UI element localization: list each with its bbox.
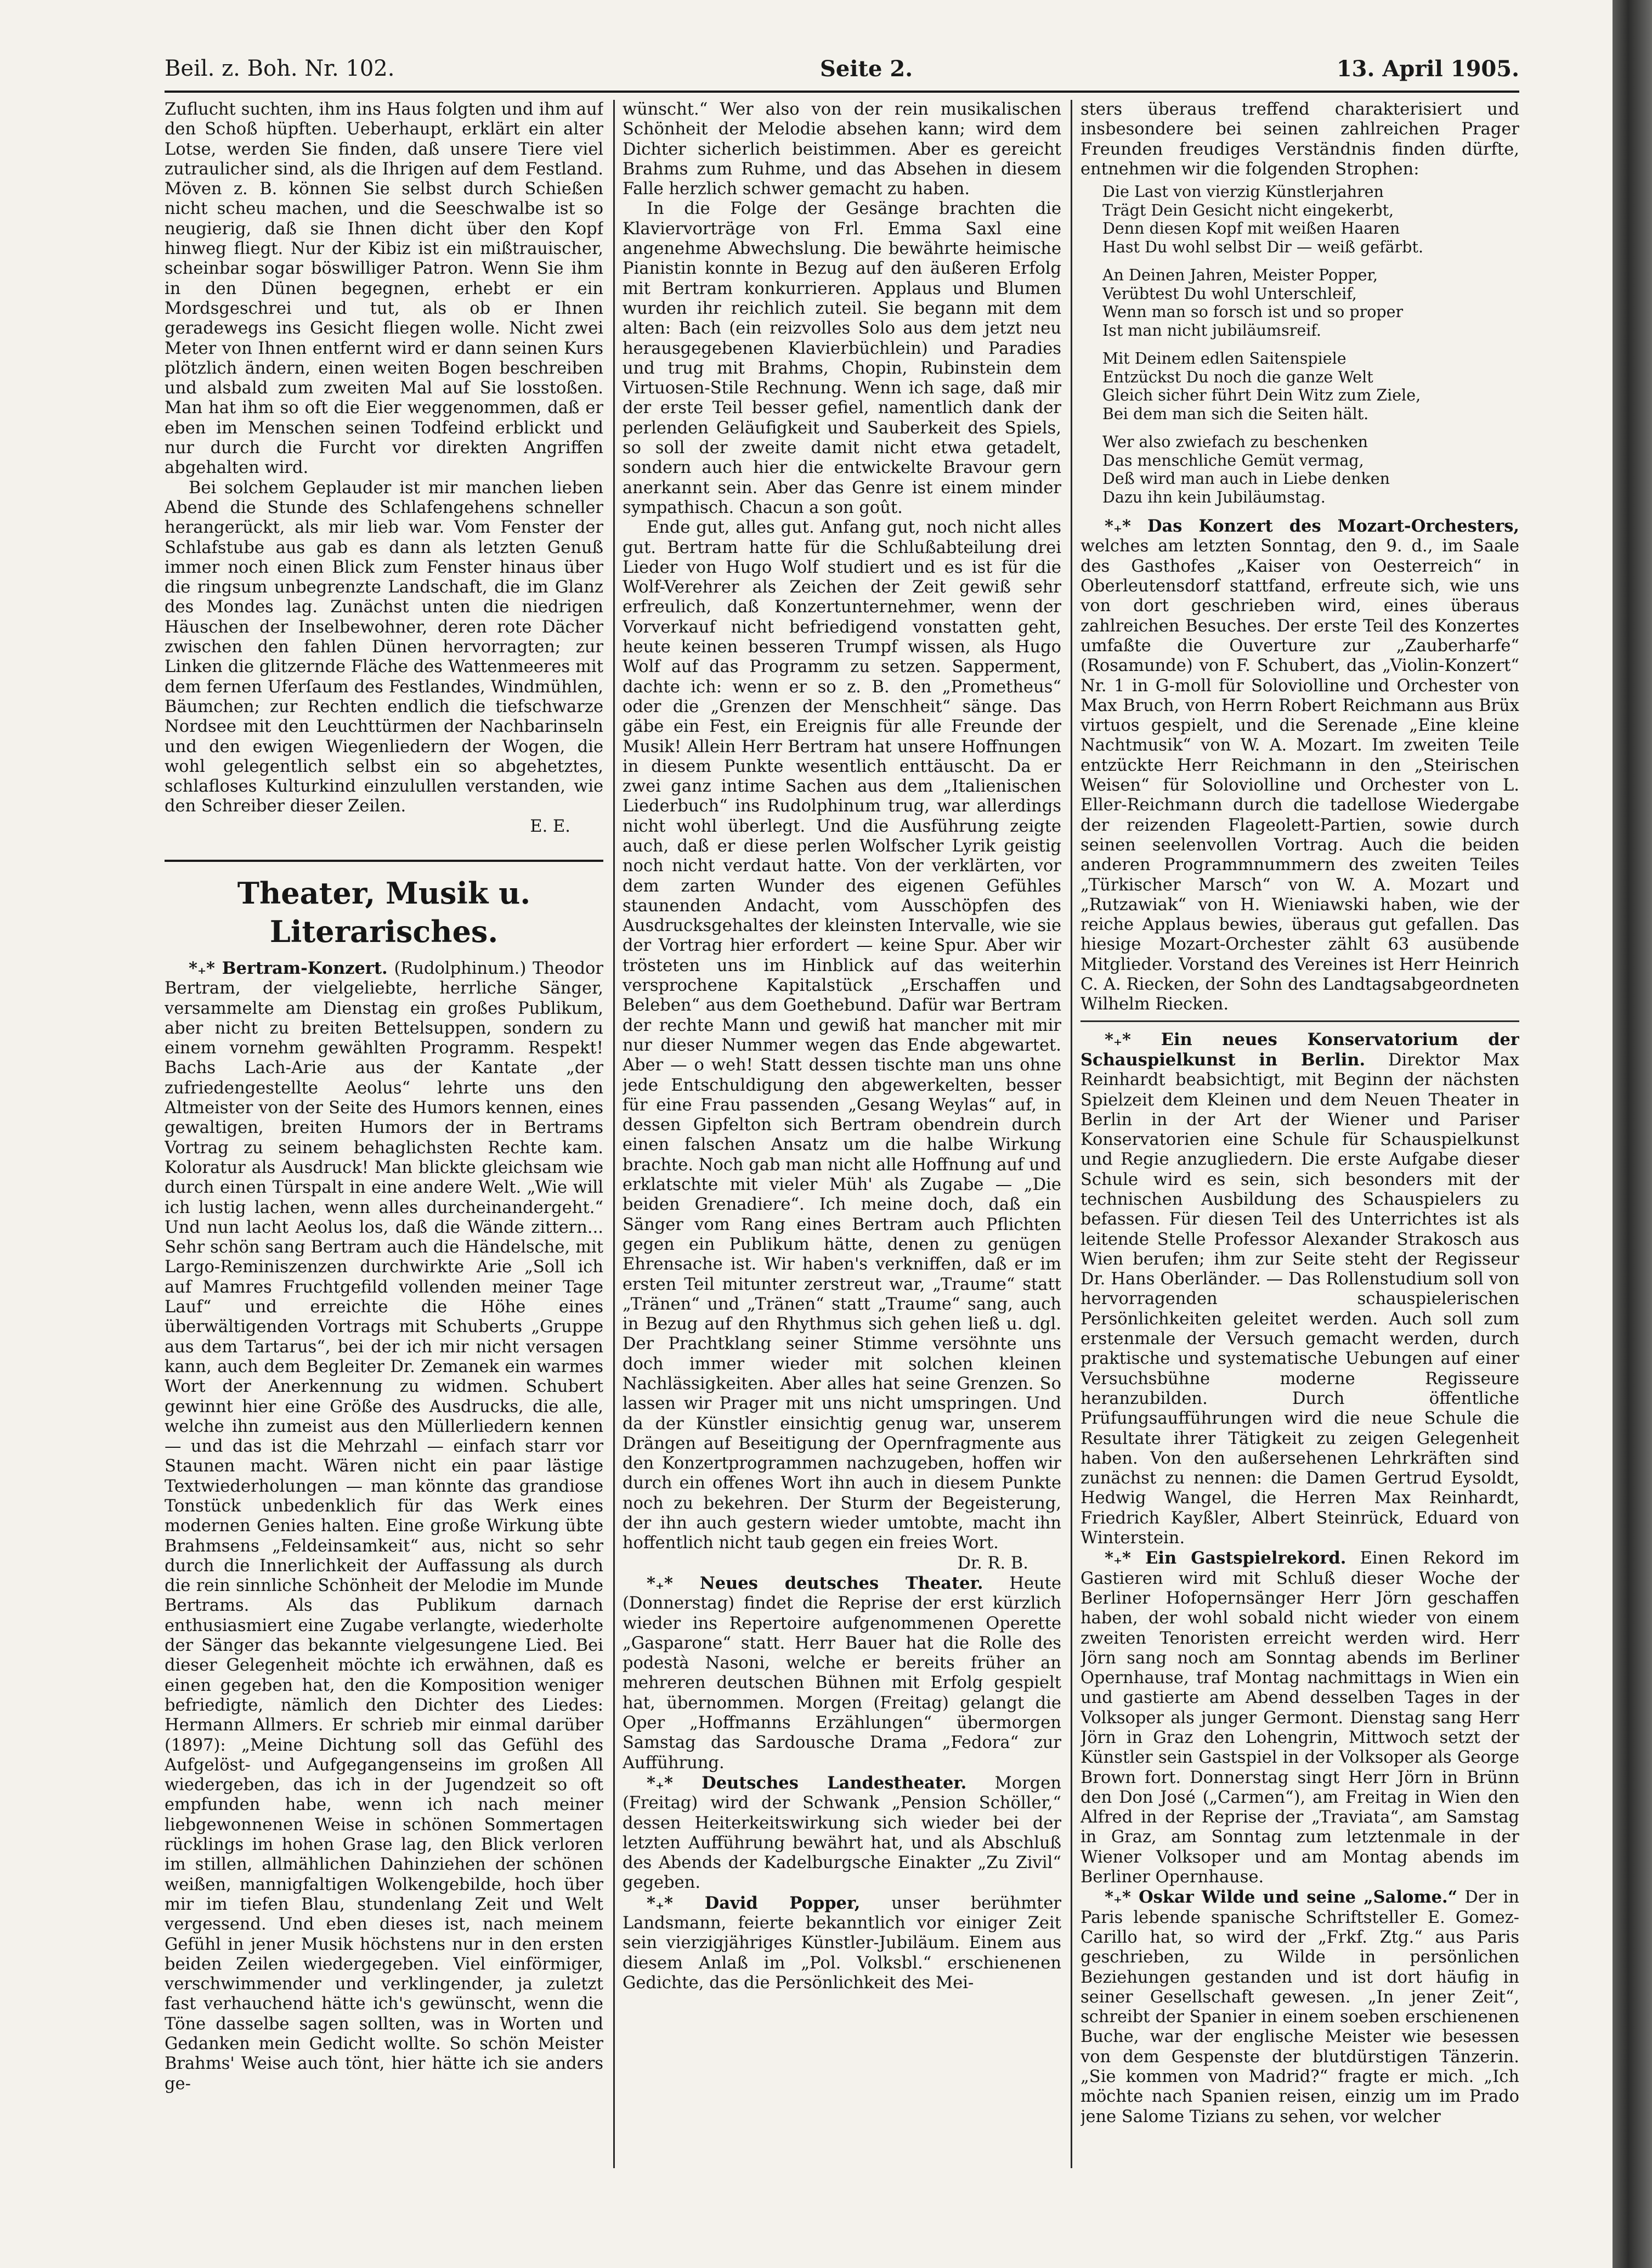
poem — [1102, 183, 1519, 506]
article-headline: *₊* David Popper, — [647, 1893, 861, 1913]
article-text: (Rudolphinum.) Theodor Bertram, der vielgeliebte, herrliche Sänger, versammelte am Dienstag ein großes Publikum, aber nicht zu breiten Bettelsuppen, sondern zu einem vornehm gewählten Programm. Respekt! Bachs Lach-Arie aus der Kantate „der zufriedengestellte Aeolus“ lehrte uns den Altmeister von der Seite des Humors kennen, eines gewaltigen, breiten Humors der in Bertrams Vortrag zu seinem behaglichsten Rechte kam. Koloratur als Ausdruck! Man blickte gleichsam wie durch einen Türspalt in eine andere Welt. „Wie will ich lustig lachen, wenn alles durcheinandergeht.“ Und nun lacht Aeolus los, daß die Wände zittern... Sehr schön sang Bertram auch die Händelsche, mit Largo-Reminiszenzen durchwirkte Arie „Soll ich auf Mamres Fruchtgefild vollenden meiner Tage Lauf“ und erreichte die Höhe eines überwältigenden Vortrags mit Schuberts „Gruppe aus dem Tartarus“, bei der ich mir nicht versagen kann, auch dem Begleiter Dr. Zemanek ein warmes Wort der Anerkennung zu widmen. Schubert gewinnt hier eine Größe des Ausdrucks, die alle, welche ihn zumeist aus den Müllerliedern kennen — und das ist die Mehrzahl — einfach starr vor Staunen macht. Wären nicht ein paar lästige Textwiederholungen — man könnte das grandiose Tonstück unbedenklich für das Werk eines modernen Genies halten. Eine große Wirkung übte Brahmsens „Feldeinsamkeit“ aus, nicht so sehr durch die Innerlichkeit der Auffassung als durch die rein sinnliche Schönheit der Melodie im Munde Bertrams. Als das Publikum darnach enthusiasmiert eine Zugabe verlangte, wiederholte der Sänger das bekannte vielgesungene Lied. Bei dieser Gelegenheit möchte ich erwähnen, daß es einen gegeben hat, den die Komposition weniger befriedigte, nämlich den Dichter des Liedes: Hermann Allmers. Er schrieb mir einmal darüber (1897): „Meine Dichtung soll das Gefühl des Aufgelöst- und Aufgegangenseins im großen All wiedergeben, das ich in der Jugendzeit so oft empfunden habe, wenn ich nach meiner liebgewonnenen Weise in schönen Sommertagen rücklings im hohen Grase lag, den Blick verloren im stillen, allmählichen Dahinziehen der schönen weißen, mannigfaltigen Wolkengebilde, hoch über mir im tiefen Blau, stundenlang Zeit und Welt vergessend. Und eben dieses ist, nach meinem Gefühl in jener Musik höchstens nur in den ersten beiden Zeilen wiedergegeben. Viel einförmiger, verschwimmender und verklingender, ja zuletzt fast verhauchend hätte ich's gewünscht, wenn die Töne dasselbe sagen sollten, was in Worten und Gedanken mein Gedicht wollte. So schön Meister Brahms' Weise auch tönt, hier hätte ich sie anders ge- — [165, 958, 603, 2094]
article-headline: *₊* Ein neues Konservatorium der Schauspielkunst in Berlin. — [1080, 1029, 1519, 1070]
article-text: unser berühmter Landsmann, feierte bekanntlich vor einiger Zeit sein vierzigjähriges Künstler-Jubiläum. Einem aus diesem Anlaß im „Pol. Volksbl.“ erschienenen Gedichte, das die Persönlichkeit des Mei- — [623, 1893, 1061, 1993]
page-header — [165, 48, 1519, 92]
article-headline: *₊* Deutsches Landestheater. — [647, 1773, 967, 1793]
poem-line: Gleich sicher führt Dein Witz zum Ziele, — [1102, 386, 1421, 405]
poem-line: An Deinen Jahren, Meister Popper, — [1102, 266, 1378, 285]
header-page-number: Seite 2. — [820, 56, 913, 82]
article-text: welches am letzten Sonntag, den 9. d., im Saale des Gasthofes „Kaiser von Oesterreich“ in Oberleutensdorf stattfand, erfreute sich, wie uns von dort geschrieben wird, eines überaus zahlreichen Besuches. Der erste Teil des Konzertes umfaßte die Ouverture zur „Zauberharfe“ (Rosamunde) von F. Schubert, das „Violin-Konzert“ Nr. 1 in G-moll für Soloviolline und Orchester von Max Bruch, von Herrn Robert Reichmann aus Brüx virtuos gespielt, und die Serenade „Eine kleine Nachtmusik“ von W. A. Mozart. Im zweiten Teile entzückte Herr Reichmann in den „Steirischen Weisen“ für Soloviolline und Orchester von L. Eller-Reichmann durch die tadellose Wiedergabe der reizenden Flageolett-Partien, sowie durch seinen seelenvollen Vortrag. Auch die beiden anderen Programmnummern des zweiten Teiles „Türkischer Marsch“ von W. A. Mozart und „Rutzawiak“ von H. Wieniawski haben, wie der reiche Applaus bewies, überaus gut gefallen. Das hiesige Mozart-Orchester zählt 63 ausübende Mitglieder. Vorstand des Vereines ist Herr Heinrich C. A. Riecken, der Sohn des Landtagsabgeordneten Wilhelm Riecken. — [1080, 537, 1519, 1014]
poem-line: Wenn man so forsch ist und so proper — [1102, 303, 1404, 321]
article-headline: *₊* Ein Gastspielrekord. — [1105, 1548, 1347, 1569]
poem-line: Hast Du wohl selbst Dir — weiß gefärbt. — [1102, 238, 1424, 256]
article-paragraph: sters überaus treffend charakterisiert und insbesondere bei seinen zahlreichen Prager Freunden freudiges Verständnis finden dürfte, entnehmen wir die folgenden Strophen: — [1080, 100, 1519, 179]
column-3 — [1080, 100, 1519, 2196]
column-1 — [165, 100, 603, 2196]
article-headline: *₊* Oskar Wilde und seine „Salome.“ — [1105, 1887, 1458, 1908]
poem-line: Mit Deinem edlen Saitenspiele — [1102, 349, 1347, 368]
article-paragraph: Zuflucht suchten, ihm ins Haus folgten und ihm auf den Schoß hüpften. Ueberhaupt, erklärt ein alter Lotse, werden Sie finden, daß unsere Tiere viel zutraulicher sind, als die Ihrigen auf dem Festland. Möven z. B. können Sie selbst durch Schießen nicht scheu machen, und die Seeschwalbe ist so neugierig, daß sie Ihnen dicht über den Kopf hinweg fliegt. Nur der Kibiz ist ein mißtrauischer, scheinbar sogar böswilliger Patron. Wenn Sie ihm in den Dünen begegnen, erhebt er ein Mordsgeschrei und tut, als ob er Ihnen geradewegs ins Gesicht fliegen wolle. Nicht zwei Meter von Ihnen entfernt wird er dann seinen Kurs plötzlich ändern, einen weiten Bogen beschreiben und alsbald zum zweiten Mal auf Sie losstoßen. Man hat ihm so oft die Eier weggenommen, daß er eben im Menschen seinen Todfeind erblickt und nur durch die Furcht vor direkten Angriffen abgehalten wird. — [165, 100, 603, 478]
poem-stanza — [1102, 183, 1519, 256]
poem-line: Deß wird man auch in Liebe denken — [1102, 470, 1390, 488]
article-text: Morgen (Freitag) wird der Schwank „Pension Schöller,“ dessen Heiterkeitswirkung sich wieder bei der letzten Aufführung bewährt hat, und als Abschluß des Abends der Kadelburgsche Einakter „Zu Zivil“ gegeben. — [623, 1773, 1061, 1893]
article-text: Direktor Max Reinhardt beabsichtigt, mit Beginn der nächsten Spielzeit dem Kleinen und dem Neuen Theater in Berlin in der Art der Wiener und Pariser Konservatorien eine Schule für Schauspielkunst und Regie anzugliedern. Die erste Aufgabe dieser Schule wird es sein, sich besonders mit der technischen Ausbildung des Schauspielers zu befassen. Für diesen Teil des Unterrichtes ist als leitende Stelle Professor Alexander Strakosch aus Wien berufen; ihm zur Seite steht der Regisseur Dr. Hans Oberländer. — Das Rollenstudium soll von hervorragenden schauspielerischen Persönlichkeiten geleitet werden. Auch soll zum erstenmale der Versuch gemacht werden, durch praktische und systematische Uebungen auf einer Versuchsbühne moderne Regisseure heranzubilden. Durch öffentliche Prüfungsaufführungen wird die neue Schule die Resultate ihrer Tätigkeit zu zeigen Gelegenheit haben. Von den außersehenen Lehrkräften sind zunächst zu nennen: die Damen Gertrud Eysoldt, Hedwig Wangel, die Herren Max Reinhardt, Friedrich Kayßler, Albert Steinrück, Eduard von Winterstein. — [1080, 1050, 1519, 1548]
article-text: Einen Rekord im Gastieren wird mit Schluß dieser Woche der Berliner Hofopernsänger Herr Jörn geschaffen haben, der wohl sobald nicht wieder von einem zweiten Tenoristen erreicht werden wird. Herr Jörn sang noch am Sonntag abends im Berliner Opernhause, traf Montag nachmittags in Wien ein und gastierte am Abend desselben Tages in der Volksoper als junger Germont. Dienstag sang Herr Jörn in Graz den Lohengrin, Mittwoch setzt der Künstler sein Gastspiel in der Volksoper als George Brown fort. Donnerstag singt Herr Jörn in Brünn den Don José („Carmen“), am Freitag in Wien den Alfred in der Reprise der „Traviata“, am Samstag in Graz, am Sonntag zum letztenmale in der Wiener Volksoper und am Montag abends im Berliner Opernhause. — [1080, 1549, 1519, 1887]
poem-line: Dazu ihn kein Jubiläumstag. — [1102, 488, 1326, 506]
poem-line: Denn diesen Kopf mit weißen Haaren — [1102, 219, 1400, 238]
poem-stanza — [1102, 266, 1519, 340]
header-supplement-number: Beil. z. Boh. Nr. 102. — [165, 56, 395, 81]
section-title: Theater, Musik u. Literarisches. — [165, 860, 603, 951]
poem-line: Trägt Dein Gesicht nicht eingekerbt, — [1102, 201, 1394, 219]
column-2 — [623, 100, 1061, 2196]
poem-line: Die Last von vierzig Künstlerjahren — [1102, 183, 1384, 201]
poem-line: Entzückst Du noch die ganze Welt — [1102, 368, 1373, 386]
article-paragraph: In die Folge der Gesänge brachten die Klaviervorträge von Frl. Emma Saxl eine angenehme Abwechslung. Die bewährte heimische Pianistin konnte in Bezug auf den äußeren Erfolg mit Bertram konkurrieren. Applaus und Blumen wurden ihr reichlich zuteil. Sie begann mit dem alten: Bach (ein reizvolles Solo aus dem jetzt neu herausgegebenen Klavierbüchlein) und Paradies und trug mit Brahms, Chopin, Rubinstein dem Virtuosen-Stile Rechnung. Wenn ich sage, daß mir der erste Teil besser gefiel, namentlich dank der perlenden Geläufigkeit und Sauberkeit des Spiels, so soll der zweite damit nicht etwa getadelt, sondern auch hier die entwickelte Bravour gern anerkannt sein. Aber das Genre ist einem minder sympathisch. Chacun a son goût. — [623, 199, 1061, 517]
author-signature: Dr. R. B. — [957, 1553, 1028, 1573]
poem-line: Das menschliche Gemüt vermag, — [1102, 451, 1364, 470]
article-text: Heute (Donnerstag) findet die Reprise der erst kürzlich wieder ins Repertoire aufgenommenen Operette „Gasparone“ statt. Herr Bauer hat die Rolle des podestà Nasoni, welche er bereits früher an mehreren deutschen Bühnen mit Erfolg gespielt hat, übernommen. Morgen (Freitag) gelangt die Oper „Hoffmanns Erzählungen“ übermorgen Samstag das Sardousche Drama „Fedora“ zur Aufführung. — [623, 1573, 1061, 1773]
column-divider — [613, 100, 615, 2168]
article-text: Der in Paris lebende spanische Schriftsteller E. Gomez-Carillo hat, so wird der „Frkf. Ztg.“ aus Paris geschrieben, zu Wilde in persönlichen Beziehungen gestanden und ist dort häufig in seiner Gesellschaft gewesen. „In jener Zeit“, schreibt der Spanier in einem soeben erschienenen Buche, war der englische Meister wie besessen von dem Gespenste der blutdürstigen Tänzerin. „Sie kommen von Madrid?“ fragte er mich. „Ich möchte nach Spanien reisen, einzig um im Prado jene Salome Tizians zu sehen, vor welcher — [1080, 1888, 1519, 2126]
article-paragraph: Ende gut, alles gut. Anfang gut, noch nicht alles gut. Bertram hatte für die Schlußabteilung drei Lieder von Hugo Wolf studiert und es ist für die Wolf-Verehrer als Zeichen der Zeit gewiß sehr erfreulich, daß Konzertunternehmer, wenn der Vorverkauf nicht befriedigend vonstatten geht, heute keinen besseren Trumpf wissen, als Hugo Wolf auf das Programm zu setzen. Sapperment, dachte ich: wenn er so z. B. den „Prometheus“ oder die „Grenzen der Menschheit“ sänge. Das gäbe ein Fest, ein Ereignis für alle Freunde der Musik! Allein Herr Bertram hat unsere Hoffnungen in diesem Punkte wesentlich enttäuscht. Da er zwei ganz intime Sachen aus dem „Italienischen Liederbuch“ ins Rudolphinum trug, war allerdings nicht wohl überlegt. Und die Ausführung zeigte auch, daß er diese perlen Wolfscher Lyrik geistig noch nicht verdaut hatte. Von der verklärten, vor dem zarten Wunder des eigenen Gefühles staunenden Andacht, vom Ausschöpfen des Ausdrucksgehaltes der kleinsten Intervalle, wie sie der Vortrag hier erfordert — keine Spur. Aber wir trösteten uns im Hinblick auf das weiterhin versprochene Kapitalstück „Erschaffen und Beleben“ aus dem Goethebund. Dafür war Bertram der rechte Mann und gewiß hat mancher mit mir nur dieser Nummer wegen das Ende abgewartet. Aber — o weh! Statt dessen tischte man uns ohne jede Entschuldigung den abgewerkelten, besser für eine Frau passenden „Gesang Weylas“ auf, in dessen Gipfelton sich Bertram obendrein durch einen falschen Ansatz um die halbe Wirkung brachte. Noch gab man nicht alle Hoffnung auf und erklatschte mit vieler Müh' als Zugabe — „Die beiden Grenadiere“. Ich meine doch, daß ein Sänger vom Rang eines Bertram auch Pflichten gegen ein Publikum hätte, denen zu genügen Ehrensache ist. Wir haben's verkniffen, daß er im ersten Teil mitunter zerstreut war, „Traume“ statt „Tränen“ und „Tränen“ statt „Traume“ sang, auch in Bezug auf den Rhythmus sich gehen ließ u. dgl. Der Prachtklang seiner Stimme versöhnte uns doch immer wieder mit solchen kleinen Nachlässigkeiten. Aber alles hat seine Grenzen. So lassen wir Prager mit uns nicht umspringen. Und da der Künstler einsichtig genug war, unserem Drängen auf Beseitigung der Opernfragmente aus den Konzertprogrammen nachzugeben, hoffen wir durch ein offenes Wort ihn auch in diesem Punkte noch zu bekehren. Der Sturm der Begeisterung, der ihn auch gestern wieder umtobte, macht ihn hoffentlich nicht taub gegen ein freies Wort. — [623, 518, 1061, 1553]
article-headline: *₊* Bertram-Konzert. — [189, 958, 388, 978]
poem-line: Wer also zwiefach zu beschenken — [1102, 433, 1368, 452]
column-divider — [1071, 100, 1072, 2168]
poem-line: Bei dem man sich die Seiten hält. — [1102, 404, 1369, 423]
article-paragraph: Bei solchem Geplauder ist mir manchen lieben Abend die Stunde des Schlafengehens schneller herangerückt, als mir lieb war. Vom Fenster der Schlafstube aus gab es dann als letzten Genuß immer noch einen Blick zum Fenster hinaus über die ringsum unbegrenzte Landschaft, die im Glanz des Mondes lag. Zunächst unten die niedrigen Häuschen der Inselbewohner, deren rote Dächer zwischen den fahlen Dünen hervorragten; zur Linken die glitzernde Fläche des Wattenmeeres mit dem fernen Uferſaum des Festlandes, Windmühlen, Bäumchen; zur Rechten endlich die tiefschwarze Nordsee mit den Leuchttürmen der Nachbarinseln und den ewigen Wiegenliedern der Wogen, die wohl gelegentlich selbst ein so abgehetztes, schlafloses Kulturkind einzulullen verstanden, wie den Schreiber dieser Zeilen. — [165, 478, 603, 816]
poem-stanza — [1102, 433, 1519, 506]
article-separator — [1080, 1020, 1519, 1022]
header-rule — [165, 91, 1519, 93]
poem-line: Verübtest Du wohl Unterschleif, — [1102, 284, 1357, 303]
author-signature: E. E. — [530, 816, 570, 836]
article-paragraph: wünscht.“ Wer also von der rein musikalischen Schönheit der Melodie absehen kann; wird dem Dichter sicherlich beistimmen. Aber es gereicht Brahms zum Ruhme, und das Absehen in diesem Falle herzlich schwer gemacht zu haben. — [623, 100, 1061, 199]
poem-line: Ist man nicht jubiläumsreif. — [1102, 321, 1321, 340]
scan-edge — [1613, 0, 1652, 2268]
article-headline: *₊* Neues deutsches Theater. — [647, 1573, 983, 1593]
poem-stanza — [1102, 349, 1519, 423]
header-date: 13. April 1905. — [1336, 56, 1519, 82]
article-headline: *₊* Das Konzert des Mozart-Orchesters, — [1105, 516, 1519, 537]
